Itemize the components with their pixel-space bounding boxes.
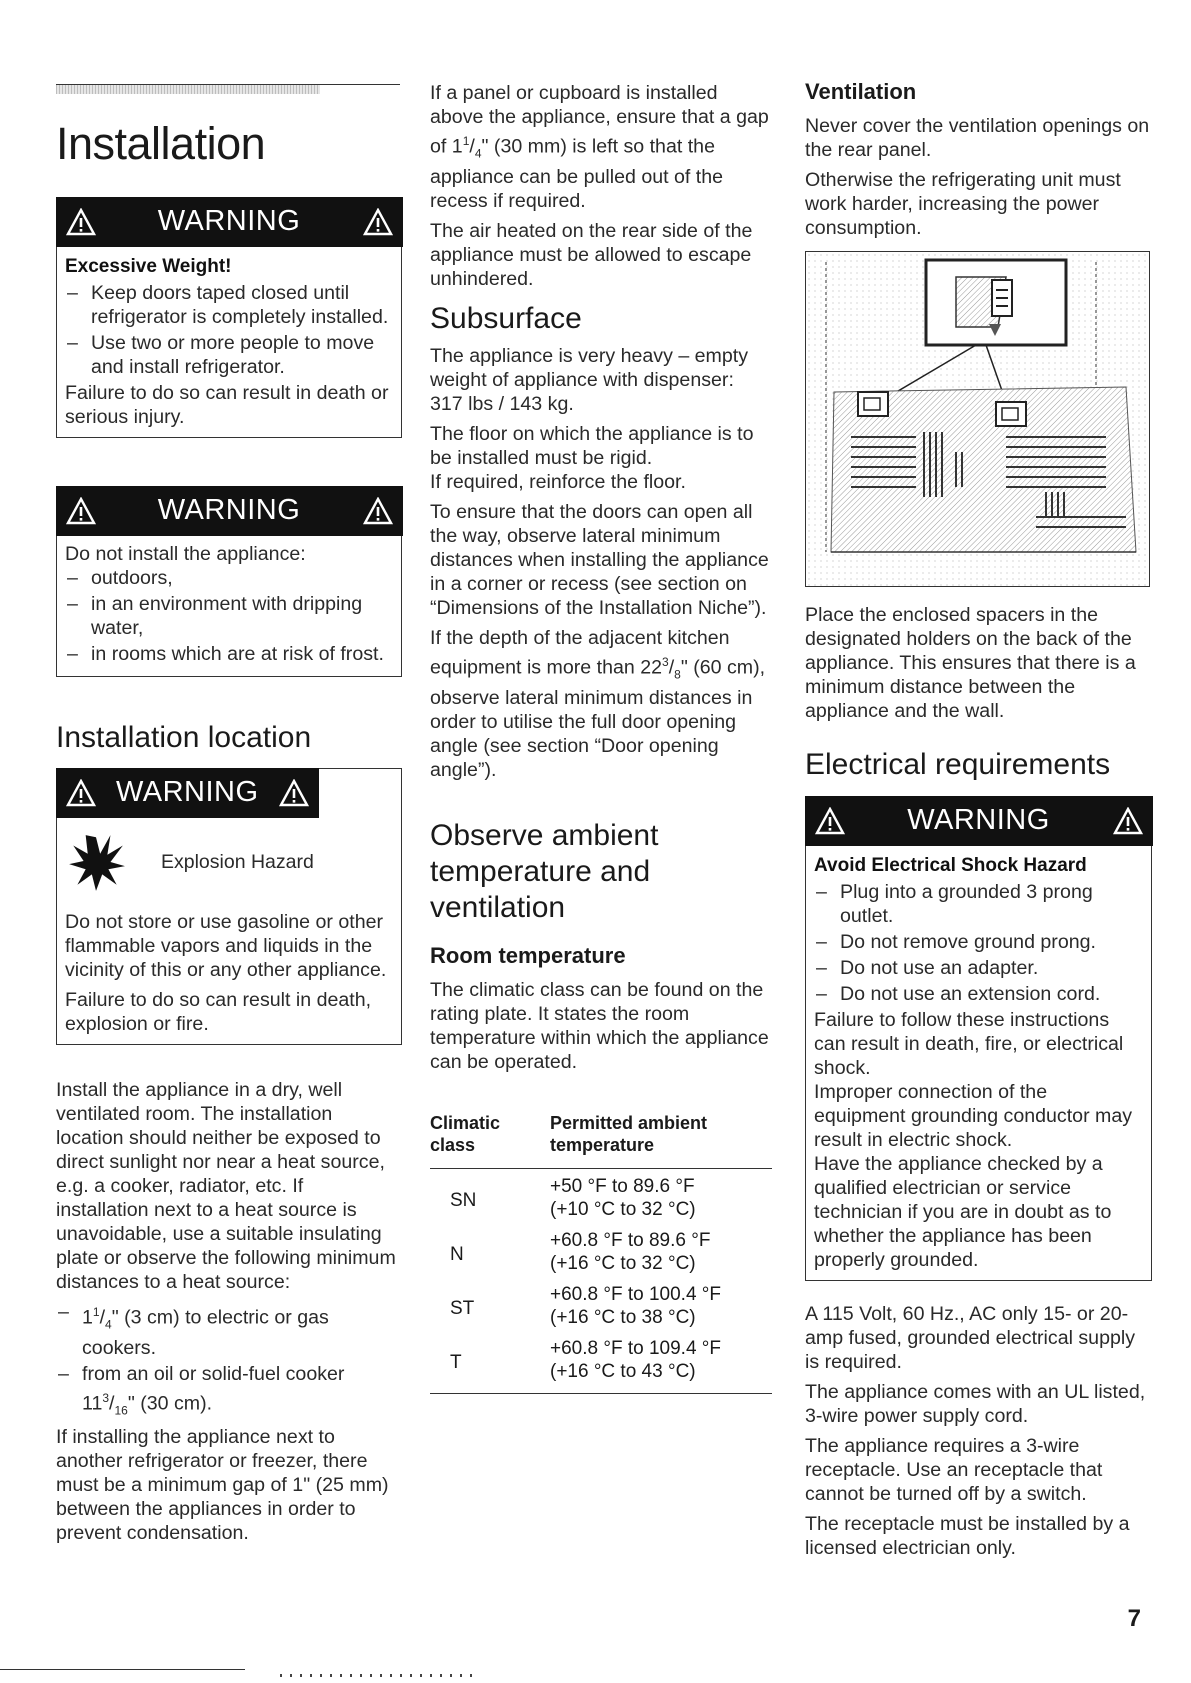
installation-location-text xyxy=(56,1078,400,1551)
warning-triangle-icon xyxy=(66,779,96,807)
class-cell: T xyxy=(430,1331,550,1394)
paragraph: If a panel or cupboard is installed above the appliance, ensure that a gap of $1^1/_4$" (30 mm) is left so that the appliance can be pulled out of the recess if required. xyxy=(430,82,769,213)
warning-label: WARNING xyxy=(907,804,1050,836)
section-heading-electrical: Electrical requirements xyxy=(805,748,1111,781)
warning-label: WARNING xyxy=(115,776,259,808)
warning-triangle-icon xyxy=(815,807,845,835)
paragraph: Install the appliance in a dry, well ventilated room. The installation location should neither be exposed to direct sunlight nor near a heat source, e.g. a cooker, radiator, etc. If installation next to a heat source is unavoidable, use a suitable insulating plate or observe the following minimum distances to a heat source: xyxy=(56,1079,396,1293)
spacer-text: Place the enclosed spacers in the designated holders on the back of the appliance. This ensures that there is a minimum distance between the appliance and the wall. xyxy=(805,604,1136,722)
warning-triangle-icon xyxy=(363,497,393,525)
subheading-ventilation: Ventilation xyxy=(805,79,917,104)
table-row xyxy=(430,1169,772,1224)
temp-cell: +50 °F to 89.6 °F (+10 °C to 32 °C) xyxy=(550,1176,696,1220)
hazard-title: Explosion Hazard xyxy=(161,850,314,873)
footer-rule xyxy=(0,1669,245,1670)
warning-text: Improper connection of the equipment grounding conductor may result in electric shock. xyxy=(814,1080,1133,1151)
warning-note: Failure to do so can result in death or serious injury. xyxy=(65,381,389,428)
warning-list xyxy=(65,281,393,379)
paragraph: Never cover the ventilation openings on the rear panel. xyxy=(805,115,1150,161)
class-cell: SN xyxy=(450,1190,477,1211)
paragraph: If installing the appliance next to another refrigerator or freezer, there must be a minimum gap of 1" (25 mm) between the appliances in order to prevent condensation. xyxy=(56,1425,389,1544)
warning-label: WARNING xyxy=(157,494,301,526)
header-hatch-decoration xyxy=(56,84,320,94)
warning-text: Have the appliance checked by a qualified electrician or service technician if you are in doubt as to whether the appliance has been properly grounded. xyxy=(814,1152,1112,1271)
header-rule xyxy=(56,84,400,85)
table-row xyxy=(430,1277,772,1331)
warning-label: WARNING xyxy=(157,205,301,237)
warning-triangle-icon xyxy=(66,208,96,236)
class-cell: ST xyxy=(450,1298,475,1319)
paragraph: The appliance comes with an UL listed, 3-wire power supply cord. xyxy=(805,1381,1146,1427)
warning-bar xyxy=(56,197,403,247)
warning-intro: Do not install the appliance: xyxy=(65,542,306,565)
warning-triangle-icon xyxy=(279,779,309,807)
page-number: 7 xyxy=(1127,1605,1141,1632)
warning-content xyxy=(806,846,1151,1280)
table-header-ambient: Permitted ambient temperature xyxy=(550,1112,772,1169)
warning-triangle-icon xyxy=(363,208,393,236)
appliance-back-illustration xyxy=(806,252,1150,587)
climate-class-table xyxy=(430,1112,772,1394)
temp-cell: +60.8 °F to 100.4 °F (+16 °C to 38 °C) xyxy=(550,1284,721,1328)
temp-cell: +60.8 °F to 89.6 °F (+16 °C to 32 °C) xyxy=(550,1230,711,1274)
warning-bar xyxy=(56,768,320,818)
list-item: – in rooms which are at risk of frost. xyxy=(65,642,393,666)
electrical-text xyxy=(805,1302,1150,1566)
list-item: – in an environment with dripping water, xyxy=(65,592,393,640)
paragraph: If the depth of the adjacent kitchen equipment is more than $22^3/_8$" (60 cm), observe lateral minimum distances in order to utilise the full door opening angle (see section “Door opening angle”). xyxy=(430,627,766,782)
warning-box-electrical xyxy=(805,796,1152,1281)
list-item: – Do not use an adapter. xyxy=(814,956,1143,980)
subsurface-text xyxy=(430,344,772,788)
distance-list xyxy=(56,1300,400,1423)
list-item: – outdoors, xyxy=(65,566,393,590)
footer-marks xyxy=(280,1674,480,1677)
table-row xyxy=(430,1223,772,1277)
paragraph: The air heated on the rear side of the appliance must be allowed to escape unhindered. xyxy=(430,220,753,291)
warning-box-weight xyxy=(56,197,402,438)
paragraph: Otherwise the refrigerating unit must work harder, increasing the power consumption. xyxy=(805,169,1121,239)
table-row xyxy=(430,1331,772,1394)
table-header-climatic-class: Climatic class xyxy=(430,1112,550,1169)
warning-text: Failure to follow these instructions can result in death, fire, or electrical shock. xyxy=(814,1008,1124,1079)
paragraph: The receptacle must be installed by a licensed electrician only. xyxy=(805,1513,1130,1559)
explosion-icon xyxy=(65,831,127,893)
warning-list xyxy=(814,880,1143,1006)
spacer-illustration xyxy=(805,251,1150,587)
list-item: – Keep doors taped closed until refrigerator is completely installed. xyxy=(65,281,393,329)
list-item: – Plug into a grounded 3 prong outlet. xyxy=(814,880,1143,928)
warning-bar xyxy=(805,796,1153,846)
paragraph: The appliance is very heavy – empty weight of appliance with dispenser: 317 lbs / 143 kg. xyxy=(430,345,749,415)
list-item: – from an oil or solid-fuel cooker $11^3/_{16}$" (30 cm). xyxy=(56,1362,400,1422)
warning-list xyxy=(65,566,393,666)
class-cell: N xyxy=(450,1244,464,1265)
paragraph: If required, reinforce the floor. xyxy=(430,471,686,493)
section-heading-subsurface: Subsurface xyxy=(430,302,582,335)
paragraph: The appliance requires a 3-wire receptacle. Use an receptacle that cannot be turned off by a switch. xyxy=(805,1435,1103,1505)
warning-content xyxy=(57,818,401,1044)
ventilation-text xyxy=(805,114,1150,246)
paragraph: A 115 Volt, 60 Hz., AC only 15- or 20-amp fused, grounded electrical supply is required. xyxy=(805,1303,1136,1373)
paragraph: The floor on which the appliance is to be installed must be rigid. xyxy=(430,423,754,469)
room-temperature-text: The climatic class can be found on the rating plate. It states the room temperature within which the appliance can be operated. xyxy=(430,979,769,1073)
page-title: Installation xyxy=(56,118,266,169)
cupboard-text xyxy=(430,81,772,297)
paragraph: To ensure that the doors can open all the way, observe lateral minimum distances when installing the appliance in a corner or recess (see section on “Dimensions of the Installation Niche”). xyxy=(430,501,769,619)
warning-triangle-icon xyxy=(66,497,96,525)
warning-triangle-icon xyxy=(1113,807,1143,835)
section-heading-ambient: Observe ambient temperature and ventilation xyxy=(430,819,659,924)
warning-box-location xyxy=(56,486,402,677)
warning-text: Do not store or use gasoline or other flammable vapors and liquids in the vicinity of this or any other appliance. xyxy=(65,910,387,981)
warning-content xyxy=(57,536,401,676)
warning-box-explosion xyxy=(56,768,402,1045)
warning-bar xyxy=(56,486,403,536)
temp-cell: +60.8 °F to 109.4 °F (+16 °C to 43 °C) xyxy=(550,1331,772,1394)
warning-subtitle: Avoid Electrical Shock Hazard xyxy=(814,854,1087,876)
list-item: – Use two or more people to move and install refrigerator. xyxy=(65,331,393,379)
subheading-room-temperature: Room temperature xyxy=(430,943,626,968)
section-heading-installation-location: Installation location xyxy=(56,721,312,754)
list-item: – Do not use an extension cord. xyxy=(814,982,1143,1006)
list-item: – Do not remove ground prong. xyxy=(814,930,1143,954)
hazard-row xyxy=(65,824,393,900)
warning-subtitle: Excessive Weight! xyxy=(65,255,232,277)
list-item: – $1^1/_4$" (3 cm) to electric or gas cookers. xyxy=(56,1300,400,1360)
warning-text: Failure to do so can result in death, explosion or fire. xyxy=(65,988,372,1035)
warning-content xyxy=(57,247,401,437)
